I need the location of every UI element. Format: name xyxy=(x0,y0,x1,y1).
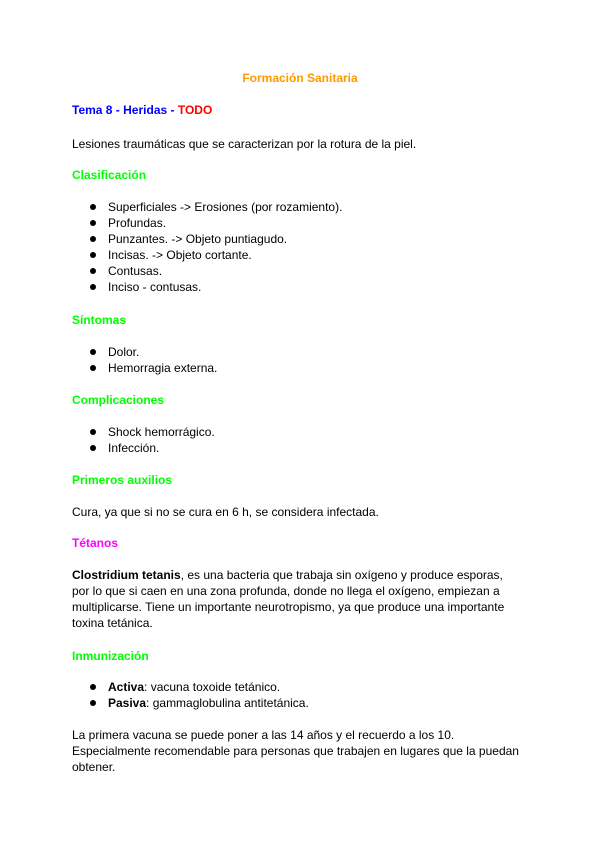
paragraph-line: toxina tetánica. xyxy=(72,616,153,630)
list-item-text: Hemorragia externa. xyxy=(108,361,218,375)
inmunizacion-list xyxy=(90,679,309,711)
list-item-text: Incisas. -> Objeto cortante. xyxy=(108,248,252,262)
bullet-icon xyxy=(90,204,96,210)
section-heading-complicaciones: Complicaciones xyxy=(72,393,165,407)
complicaciones-list xyxy=(90,424,215,456)
list-item xyxy=(90,263,342,279)
list-item-text: Inciso - contusas. xyxy=(108,280,202,294)
clasificacion-list xyxy=(90,199,342,295)
section-heading-primeros-auxilios: Primeros auxilios xyxy=(72,473,173,487)
inmunizacion-paragraph xyxy=(72,727,542,775)
document-title: Formación Sanitaria xyxy=(242,71,358,85)
bullet-icon xyxy=(90,445,96,451)
list-item-text: Infección. xyxy=(108,441,160,455)
topic-heading xyxy=(72,102,212,118)
list-item xyxy=(90,679,309,695)
paragraph-line: Especialmente recomendable para personas que trabajen en lugares que la puedan xyxy=(72,744,519,758)
paragraph-line: por lo que si caen en una zona profunda, donde no llega el oxígeno, empiezan a xyxy=(72,584,500,598)
list-item-text: Contusas. xyxy=(108,264,163,278)
primeros-auxilios-text: Cura, ya que si no se cura en 6 h, se considera infectada. xyxy=(72,505,379,519)
paragraph-line: obtener. xyxy=(72,760,116,774)
intro-text: Lesiones traumáticas que se caracterizan por la rotura de la piel. xyxy=(72,137,417,151)
list-item-text: Profundas. xyxy=(108,216,167,230)
bullet-icon xyxy=(90,429,96,435)
list-item-term: Activa xyxy=(108,680,145,694)
list-item xyxy=(90,199,342,215)
list-item xyxy=(90,279,342,295)
section-heading-inmunizacion: Inmunización xyxy=(72,649,149,663)
tetanos-paragraph xyxy=(72,567,542,631)
bullet-icon xyxy=(90,684,96,690)
list-item xyxy=(90,215,342,231)
list-item-term: Pasiva xyxy=(108,696,147,710)
list-item-text: : gammaglobulina antitetánica. xyxy=(146,696,309,710)
bacteria-name: Clostridium tetanis xyxy=(72,568,181,582)
sintomas-list xyxy=(90,344,217,376)
paragraph-text: , es una bacteria que trabaja sin oxígeno y produce esporas, xyxy=(180,568,503,582)
list-item xyxy=(90,247,342,263)
bullet-icon xyxy=(90,220,96,226)
paragraph-line xyxy=(72,567,542,583)
list-item xyxy=(90,424,215,440)
list-item-text: : vacuna toxoide tetánico. xyxy=(144,680,281,694)
todo-label: TODO xyxy=(177,103,213,117)
topic-separator: - xyxy=(112,103,124,117)
list-item-text: Punzantes. -> Objeto puntiagudo. xyxy=(108,232,288,246)
list-item xyxy=(90,231,342,247)
bullet-icon xyxy=(90,349,96,355)
list-item-text: Shock hemorrágico. xyxy=(108,425,215,439)
paragraph-line: La primera vacuna se puede poner a las 14 años y el recuerdo a los 10. xyxy=(72,728,455,742)
bullet-icon xyxy=(90,268,96,274)
section-heading-sintomas: Síntomas xyxy=(72,313,127,327)
bullet-icon xyxy=(90,365,96,371)
topic-number: Tema 8 xyxy=(72,103,113,117)
topic-separator: - xyxy=(167,103,178,117)
list-item-text: Dolor. xyxy=(108,345,140,359)
list-item xyxy=(90,344,217,360)
section-heading-clasificacion: Clasificación xyxy=(72,168,147,182)
list-item xyxy=(90,440,215,456)
list-item xyxy=(90,360,217,376)
paragraph-line: multiplicarse. Tiene un importante neurotropismo, ya que produce una importante xyxy=(72,600,505,614)
bullet-icon xyxy=(90,284,96,290)
bullet-icon xyxy=(90,700,96,706)
topic-name: Heridas xyxy=(123,103,168,117)
list-item xyxy=(90,695,309,711)
list-item-text: Superficiales -> Erosiones (por rozamiento). xyxy=(108,200,343,214)
section-heading-tetanos: Tétanos xyxy=(72,536,119,550)
bullet-icon xyxy=(90,252,96,258)
bullet-icon xyxy=(90,236,96,242)
